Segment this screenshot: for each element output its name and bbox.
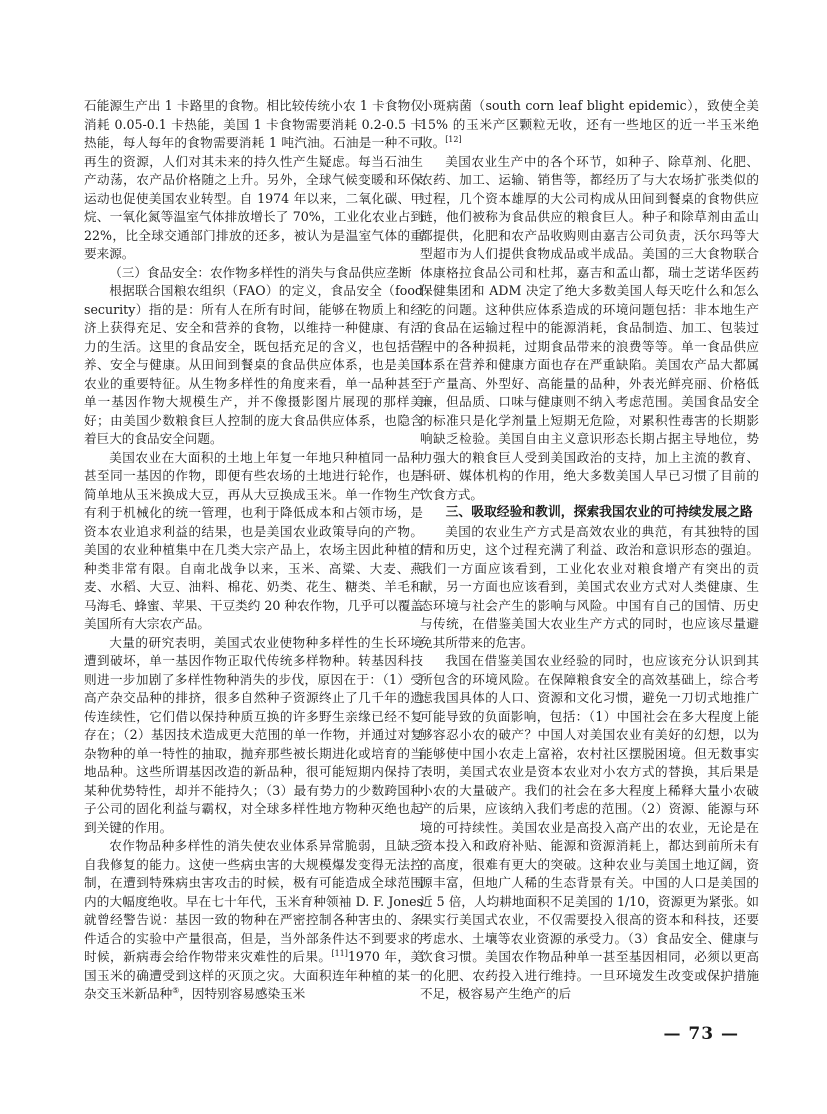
text-run: 农作物品种多样性的消失使农业体系异常脆弱，且缺乏自我修复的能力。这使一些病虫害的大规模爆发变得无法控制，在遭到特殊病虫害攻击的时候，极有可能造成全球范围内的大幅度绝收。早在七十年代，玉米育种领袖 D. F. Jones 就曾经警告说：基因一致的物种在严密控制各种害虫的、条件适合的实验中产量很高，但是，当外部条件达不到要求的时候，新病毒会给作物带来灾难性的后果。 — [84, 838, 423, 964]
paragraph — [84, 837, 423, 1004]
page-number: — 73 — — [663, 1024, 739, 1044]
paragraph: 根据联合国粮农组织（FAO）的定义，食品安全（food security）指的是：所有人在所有时间，能够在物质上和经济上获得充足、安全和营养的食物，以维持一种健康、有活力的生活。这里的食品安全，既包括充足的含义，也包括营养、安全与健康。从田间到餐桌的食品供应体系，也是美国农业的重要特征。从生物多样性的角度来看，单一品种甚至单一基因作物大规模生产，并不像摄影图片展现的那样美好；由美国少数粮食巨人控制的庞大食品供应体系，也隐含着巨大的食品安全问题。 — [84, 283, 423, 446]
text-run: ，因特别容易感染玉米 — [179, 986, 306, 1001]
right-column — [420, 97, 759, 1004]
paragraph: 大量的研究表明，美国式农业使物种多样性的生长环境遭到破坏，单一基因作物正取代传统多样物种。转基因科技则进一步加剧了多样性物种消失的步伐，原因在于：（1）受高产杂交品种的排挤，很多自然种子资源终止了几千年的遗传连续性，它们借以保持种质互换的许多野生亲缘已经不复存在；（2）基因技术造成更大范围的单一作物，并通过对复杂物种的单一特性的抽取，抛弃那些被长期进化或培育的当地品种。这些所谓基因改造的新品种，很可能短期内保持了某种优势特性，却并不能持久；（3）最有势力的少数跨国种子公司的固化利益与霸权，对全球多样性地方物种灭绝也起到关键的作用。 — [84, 634, 423, 835]
text-run: 1970 年，美国玉米的确遭受到这样的灭顶之灾。大面积连年种植的某一杂交玉米新品种 — [84, 949, 423, 1001]
left-column — [84, 97, 423, 1004]
paragraph — [420, 97, 759, 153]
paragraph: 美国农业生产中的各个环节，如种子、除草剂、化肥、农药、加工、运输、销售等，都经历了与大农场扩张类似的过程，几个资本雄厚的大公司构成从田间到餐桌的食物供应链，他们被称为食品供应的粮食巨人。种子和除草剂由孟山都提供，化肥和农产品收购则由嘉吉公司负责，沃尔玛等大型超市为人们提供食物成品或半成品。美国的三大食物联合体康格拉食品公司和杜邦，嘉吉和孟山都，瑞士芝诺华医药保健集团和 ADM 决定了绝大多数美国人每天吃什么和怎么吃的问题。这种供应体系造成的环境问题包括：非本地生产的食品在运输过程中的能源消耗，食品制造、加工、包装过程中的各种损耗，过期食品带来的浪费等等。单一食品供应体系在营养和健康方面也存在严重缺陷。美国农产品大都属于产量高、外型好、高能量的品种，外表光鲜亮丽、价格低廉，但品质、口味与健康则不纳入考虑范围。美国食品安全的标准只是化学剂量上短期无危险，对累积性毒害的长期影响缺乏检验。美国自由主义意识形态长期占据主导地位，势力强大的粮食巨人受到美国政治的支持，加上主流的教育、科研、媒体机构的作用，绝大多数美国人早已习惯了目前的饮食方式。 — [420, 153, 759, 502]
citation-marker: [11] — [331, 948, 348, 958]
section-heading: （三）食品安全：农作物多样性的消失与食品供应垄断 — [109, 264, 412, 280]
paragraph: 石能源生产出 1 卡路里的食物。相比较传统小农 1 卡食物仅消耗 0.05-0.1 卡热能，美国 1 卡食物需要消耗 0.2-0.5 卡热能，每人每年的食物需要消耗 1 吨汽油。石油是一种不可再生的资源，人们对其未来的持久性产生疑虑。每当石油生产动荡，农产品价格随之上升。另外，全球气候变暖和环保运动也促使美国农业转型。自 1974 年以来，二氧化碳、甲烷、一氧化氮等温室气体排放增长了 70%，工业化农业占到 22%，比全球交通部门排放的还多，被认为是温室气体的重要来源。 — [84, 98, 423, 261]
section-heading: 三、吸取经验和教训，探索我国农业的可持续发展之路 — [445, 505, 753, 520]
footnote-marker: ⑤ — [172, 985, 180, 995]
citation-marker: [12] — [445, 134, 462, 144]
paragraph: 我国在借鉴美国农业经验的同时，也应该充分认识到其所包含的环境风险。在保障粮食安全的高效基础上，综合考虑我国具体的人口、资源和文化习惯，避免一刀切式地推广可能导致的负面影响，包括：（1）中国社会在多大程度上能够容忍小农的破产？中国人对美国农业有美好的幻想，以为能够使中国小农走上富裕，农村社区摆脱困境。但无数事实表明，美国式农业是资本农业对小农方式的替换，其后果是小农的大量破产。我们的社会在多大程度上稀释大量小农破产的后果，应该纳入我们考虑的范围。（2）资源、能源与环境的可持续性。美国农业是高投入高产出的农业，无论是在资本投入和政府补贴、能源和资源消耗上，都达到前所未有的高度，很难有更大的突破。这种农业与美国土地辽阔，资源丰富，但地广人稀的生态背景有关。中国的人口是美国的近 5 倍，人均耕地面积不足美国的 1/10，资源更为紧张。如果实行美国式农业，不仅需要投入很高的资本和科技，还要考虑水、土壤等农业资源的承受力。（3）食品安全、健康与饮食习惯。美国农作物品种单一甚至基因相同，必须以更高的化肥、农药投入进行维持。一旦环境发生改变或保护措施不足，极容易产生绝产的后 — [420, 653, 759, 1001]
paragraph: 美国的农业生产方式是高效农业的典范，有其独特的国情和历史，这个过程充满了利益、政治和意识形态的强迫。我们一方面应该看到，工业化农业对粮食增产有突出的贡献，另一方面也应该看到，美国式农业方式对人类健康、生态环境与社会产生的影响与风险。中国有自己的国情、历史与传统，在借鉴美国大农业生产方式的同时，也应该尽量避免其所带来的危害。 — [420, 523, 759, 650]
text-run: 小斑病菌（south corn leaf blight epidemic），致使全美 15% 的玉米产区颗粒无收，还有一些地区的近一半玉米绝收。 — [420, 98, 759, 150]
paragraph: 美国农业在大面积的土地上年复一年地只种植同一品种甚至同一基因的作物，即便有些农场的土地进行轮作，也是简单地从玉米换成大豆，再从大豆换成玉米。单一作物生产有利于机械化的统一管理，也利于降低成本和占领市场，是资本农业追求利益的结果，也是美国农业政策导向的产物。美国的农业种植集中在几类大宗产品上，农场主因此种植的种类非常有限。自南北战争以来，玉米、高粱、大麦、燕麦、水稻、大豆、油料、棉花、奶类、花生、糖类、羊毛和马海毛、蜂蜜、苹果、干豆类约 20 种农作物，几乎可以覆盖美国所有大宗农产品。 — [84, 449, 423, 631]
